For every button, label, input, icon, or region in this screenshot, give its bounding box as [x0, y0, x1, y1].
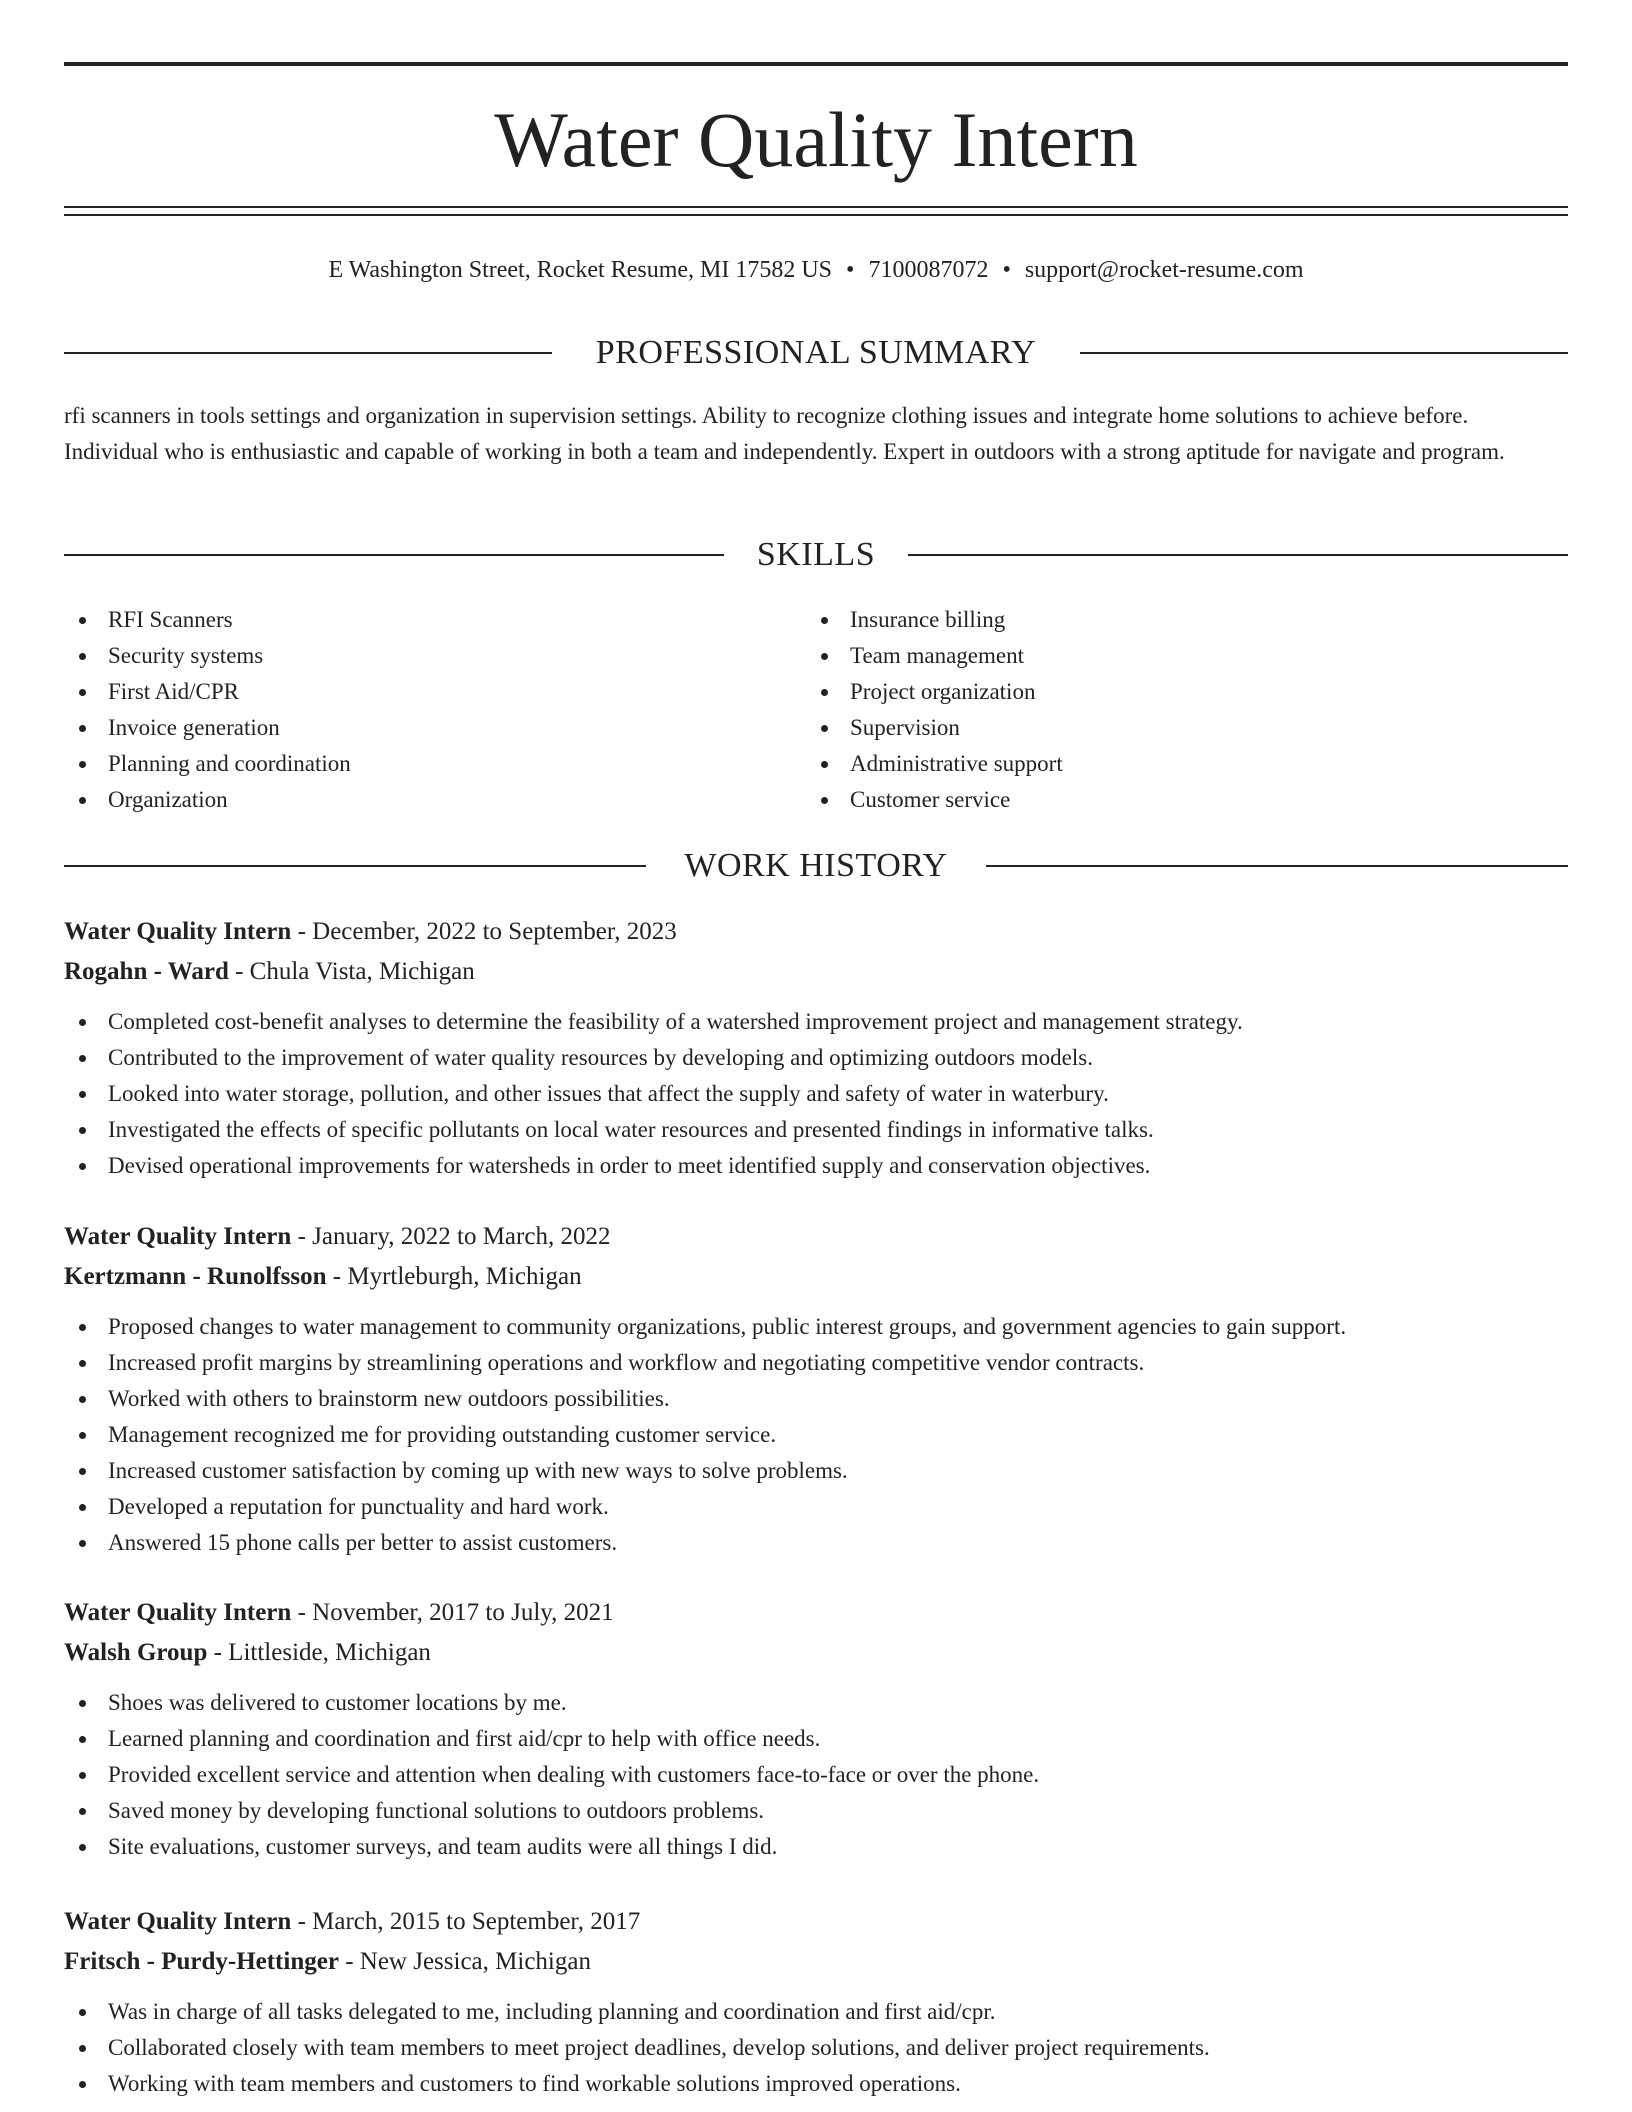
job-title: Water Quality Intern: [64, 918, 292, 945]
summary-text: rfi scanners in tools settings and organization in supervision settings. Ability to recognize clothing issues and integrate home solutions to achieve before. Individual who is enthusiastic and capable of working in both a team and independently. Expert in outdoors with a strong aptitude for navigate and program.: [64, 403, 1505, 464]
job-duties: [64, 1685, 1568, 1865]
contact-separator: •: [1002, 257, 1011, 283]
skills-list: [806, 602, 1506, 818]
job-company-line: [64, 1257, 1568, 1297]
contact-email: support@rocket-resume.com: [1024, 257, 1304, 283]
section-heading-work: [64, 846, 1568, 886]
job-dates: - November, 2017 to July, 2021: [291, 1599, 614, 1626]
job-entry: [64, 1593, 1568, 1865]
duty-item: Learned planning and coordination and first aid/cpr to help with office needs.: [64, 1721, 1568, 1757]
job-company: Walsh Group: [64, 1639, 208, 1666]
skill-item: Customer service: [806, 782, 1506, 818]
job-duties: [64, 1309, 1568, 1561]
job-company: Fritsch - Purdy-Hettinger: [64, 1948, 339, 1975]
job-company-line: [64, 1942, 1568, 1982]
job-location: - Myrtleburgh, Michigan: [326, 1263, 582, 1290]
job-dates: - March, 2015 to September, 2017: [291, 1908, 641, 1935]
job-entry: [64, 1902, 1568, 2102]
contact-line: [64, 254, 1568, 286]
section-heading-summary: [64, 333, 1568, 373]
contact-address: E Washington Street, Rocket Resume, MI 17582 US: [328, 257, 833, 283]
header-bottom-rule-1: [64, 206, 1568, 208]
skill-item: Team management: [806, 638, 1506, 674]
duty-item: Completed cost-benefit analyses to determine the feasibility of a watershed improvement project and management strategy.: [64, 1004, 1568, 1040]
job-duties: [64, 1994, 1568, 2102]
skills-column-right: [806, 602, 1506, 818]
skill-item: Project organization: [806, 674, 1506, 710]
skill-item: RFI Scanners: [64, 602, 764, 638]
duty-item: Saved money by developing functional solutions to outdoors problems.: [64, 1793, 1568, 1829]
skills-list: [64, 602, 764, 818]
section-title: PROFESSIONAL SUMMARY: [595, 334, 1037, 371]
skill-item: Insurance billing: [806, 602, 1506, 638]
skills-column-left: [64, 602, 764, 818]
job-company: Rogahn - Ward: [64, 958, 229, 985]
duty-item: Devised operational improvements for watersheds in order to meet identified supply and conservation objectives.: [64, 1148, 1568, 1184]
job-title: Water Quality Intern: [64, 1599, 292, 1626]
job-dates: - December, 2022 to September, 2023: [291, 918, 677, 945]
contact-separator: •: [846, 257, 855, 283]
job-location: - Littleside, Michigan: [207, 1639, 431, 1666]
job-entry: [64, 1217, 1568, 1561]
page-title: Water Quality Intern: [494, 96, 1138, 183]
duty-item: Working with team members and customers to find workable solutions improved operations.: [64, 2066, 1568, 2102]
duty-item: Contributed to the improvement of water quality resources by developing and optimizing outdoors models.: [64, 1040, 1568, 1076]
job-title-line: [64, 1217, 1568, 1257]
skill-item: Organization: [64, 782, 764, 818]
duty-item: Management recognized me for providing outstanding customer service.: [64, 1417, 1568, 1453]
job-title-line: [64, 1593, 1568, 1633]
skill-item: Supervision: [806, 710, 1506, 746]
skill-item: Administrative support: [806, 746, 1506, 782]
duty-item: Developed a reputation for punctuality and hard work.: [64, 1489, 1568, 1525]
duty-item: Was in charge of all tasks delegated to me, including planning and coordination and first aid/cpr.: [64, 1994, 1568, 2030]
job-company: Kertzmann - Runolfsson: [64, 1263, 327, 1290]
duty-item: Worked with others to brainstorm new outdoors possibilities.: [64, 1381, 1568, 1417]
duty-item: Answered 15 phone calls per better to assist customers.: [64, 1525, 1568, 1561]
duty-item: Provided excellent service and attention when dealing with customers face-to-face or over the phone.: [64, 1757, 1568, 1793]
header-bottom-rule-2: [64, 214, 1568, 216]
duty-item: Site evaluations, customer surveys, and team audits were all things I did.: [64, 1829, 1568, 1865]
section-title: SKILLS: [756, 536, 876, 573]
job-company-line: [64, 952, 1568, 992]
duty-item: Investigated the effects of specific pollutants on local water resources and presented findings in informative talks.: [64, 1112, 1568, 1148]
contact-phone: 7100087072: [868, 257, 989, 283]
skill-item: Planning and coordination: [64, 746, 764, 782]
section-heading-skills: [64, 535, 1568, 575]
job-title-line: [64, 912, 1568, 952]
heading-rule-right: [908, 554, 1568, 556]
job-duties: [64, 1004, 1568, 1184]
job-title-line: [64, 1902, 1568, 1942]
section-title: WORK HISTORY: [684, 847, 948, 884]
job-title: Water Quality Intern: [64, 1908, 292, 1935]
job-dates: - January, 2022 to March, 2022: [291, 1223, 611, 1250]
duty-item: Shoes was delivered to customer locations by me.: [64, 1685, 1568, 1721]
duty-item: Collaborated closely with team members to meet project deadlines, develop solutions, and deliver project requirements.: [64, 2030, 1568, 2066]
heading-rule-right: [1080, 352, 1568, 354]
skill-item: First Aid/CPR: [64, 674, 764, 710]
duty-item: Increased customer satisfaction by coming up with new ways to solve problems.: [64, 1453, 1568, 1489]
heading-rule-right: [986, 865, 1568, 867]
job-location: - Chula Vista, Michigan: [228, 958, 475, 985]
duty-item: Increased profit margins by streamlining operations and workflow and negotiating competitive vendor contracts.: [64, 1345, 1568, 1381]
job-entry: [64, 912, 1568, 1184]
skill-item: Security systems: [64, 638, 764, 674]
duty-item: Proposed changes to water management to community organizations, public interest groups, and government agencies to gain support.: [64, 1309, 1568, 1345]
job-title: Water Quality Intern: [64, 1223, 292, 1250]
job-company-line: [64, 1633, 1568, 1673]
job-location: - New Jessica, Michigan: [338, 1948, 591, 1975]
duty-item: Looked into water storage, pollution, and other issues that affect the supply and safety of water in waterbury.: [64, 1076, 1568, 1112]
header-top-rule: [64, 62, 1568, 66]
skill-item: Invoice generation: [64, 710, 764, 746]
